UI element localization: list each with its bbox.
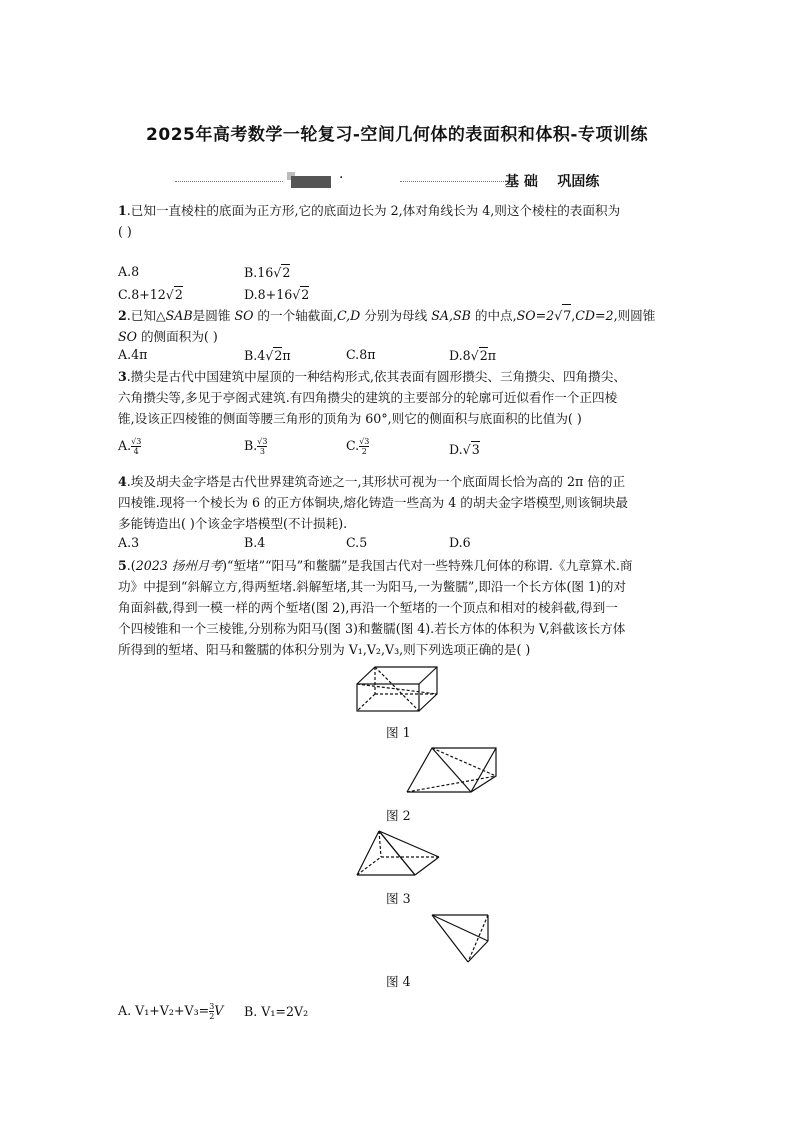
dotted-rule-left	[175, 181, 283, 182]
figure-4-caption: 图 4	[386, 974, 411, 989]
figure-3-pyramid	[355, 829, 441, 879]
question-5: 5.(2023 扬州月考)“堑堵”“阳马”和鳖臑”是我国古代对一些特殊几何体的称谓.《九章算术.商 功》中提到“斜解立方,得两堑堵.斜解堑堵,其一为阳马,一为鳖臑”,即沿一个长方体(图 1)的对 角面斜截,得到一模一样的两个堑堵(图 2),再沿一个堑堵的一个顶点和相对的棱斜截,得到一 个四棱锥和一个三棱锥,分别称为阳马(图 3)和鳖臑(图 4).若长方体的体积为 V,斜截该长方体 所得到的堑堵、阳马和鳖臑的体积分别为 V₁,V₂,V₃,则下列选项正确的是( )	[118, 558, 633, 657]
q2-option-b: B.4√2π	[244, 348, 291, 363]
q3-option-c: C. $\frac{√3}{2}$	[346, 437, 370, 456]
q5-option-b: B. V₁=2V₂	[244, 1004, 309, 1019]
page-title: 2025年高考数学一轮复习-空间几何体的表面积和体积-专项训练	[146, 125, 648, 145]
figure-1-cuboid	[355, 664, 441, 714]
q5-option-a: A. V₁+V₂+V₃= $\frac{3}{2}$ V	[118, 1002, 224, 1021]
section-label: 基 础 巩固练	[505, 174, 600, 190]
answer-paren: ( )	[118, 224, 132, 239]
q3-option-d: D.√3	[449, 442, 480, 457]
q3-option-b: B. $\frac{√3}{3}$	[244, 437, 268, 456]
q1-option-d: D.8+16√2	[244, 287, 310, 302]
figure-2-prism	[405, 744, 501, 796]
section-dot: ·	[339, 170, 344, 186]
dotted-rule-right	[400, 181, 508, 182]
q3-option-a: A. $\frac{√3}{4}$	[118, 437, 142, 456]
q4-option-a: A.3	[118, 535, 140, 550]
q4-option-d: D.6	[449, 535, 471, 550]
q4-option-b: B.4	[244, 535, 266, 550]
figure-1-caption: 图 1	[386, 725, 411, 740]
figure-2-caption: 图 2	[386, 808, 411, 823]
question-4: 4.埃及胡夫金字塔是古代世界建筑奇迹之一,其形状可视为一个底面周长恰为高的 2π 倍的正 四棱锥.现将一个棱长为 6 的正方体铜块,熔化铸造一些高为 4 的胡夫金字塔模型,则该铜块最 多能铸造出( )个该金字塔模型(不计损耗).	[118, 474, 629, 531]
q2-option-c: C.8π	[346, 347, 376, 362]
figure-4-tetrahedron	[430, 913, 492, 965]
question-1: 1.已知一直棱柱的底面为正方形,它的底面边长为 2,体对角线长为 4,则这个棱柱的表面积为 ( )	[118, 203, 621, 239]
q2-option-d: D.8√2π	[449, 348, 496, 363]
question-2: 2.已知△SAB是圆锥 SO 的一个轴截面,C,D 分别为母线 SA,SB 的中点,SO=2√7,CD=2,则圆锥 SO 的侧面积为( )	[118, 304, 678, 347]
q1-option-b: B.16√2	[244, 265, 291, 280]
q1-option-c: C.8+12√2	[118, 287, 183, 302]
q1-option-a: A.8	[118, 264, 140, 279]
q2-option-a: A.4π	[118, 347, 148, 362]
question-3: 3.攒尖是古代中国建筑中屋顶的一种结构形式,依其表面有圆形攒尖、三角攒尖、四角攒尖、 六角攒尖等,多见于亭阁式建筑.有四角攒尖的建筑的主要部分的轮廓可近似看作一个正四棱 锥,设该正四棱锥的侧面等腰三角形的顶角为 60°,则它的侧面积与底面积的比值为( )	[118, 369, 626, 426]
section-marker-icon	[287, 172, 331, 188]
figure-3-caption: 图 3	[386, 891, 411, 906]
q4-option-c: C.5	[346, 535, 368, 550]
section-header	[175, 170, 630, 194]
